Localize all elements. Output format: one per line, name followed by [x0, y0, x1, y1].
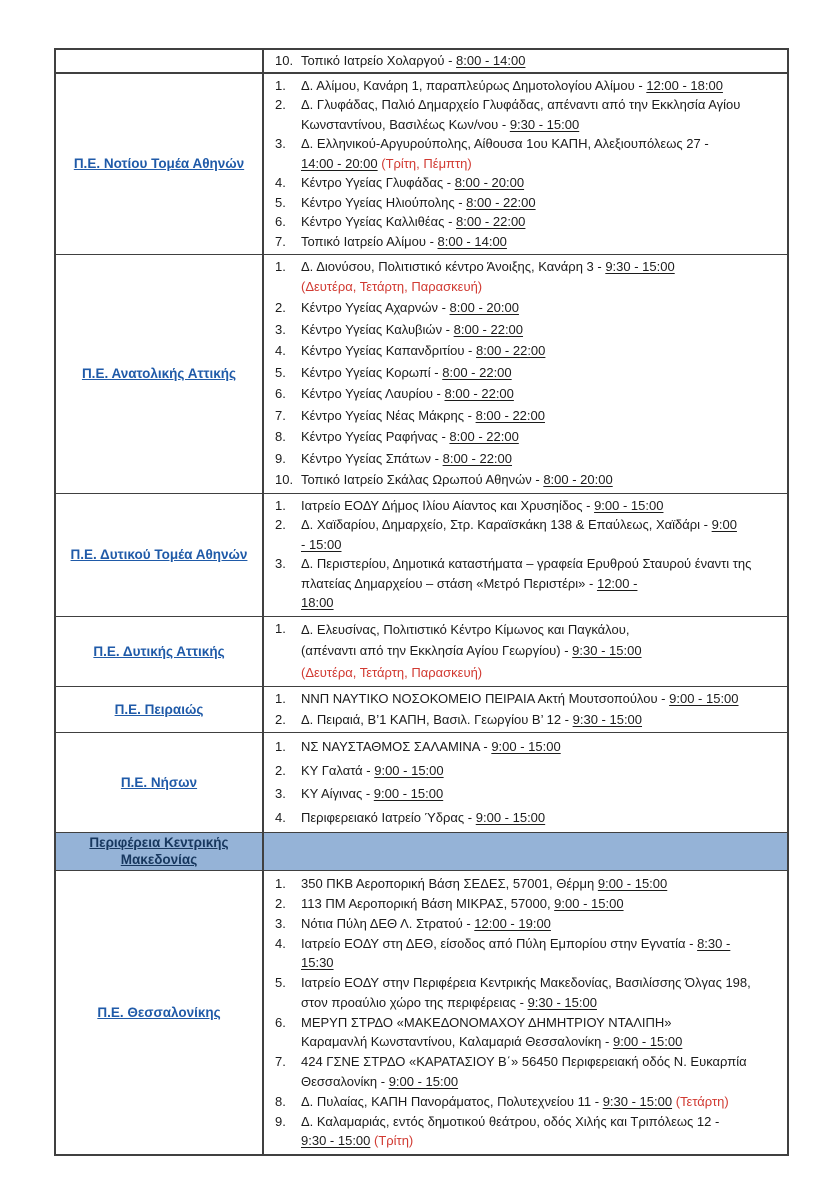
item-number: 2.	[275, 762, 286, 778]
location-text: ΝΝΠ ΝΑΥΤΙΚΟ ΝΟΣΟΚΟΜΕΙΟ ΠΕΙΡΑΙΑ Ακτή Μουτσοπούλου -	[301, 691, 670, 706]
location-text: Δ. Ελληνικού-Αργυρούπολης, Αίθουσα 1ου ΚΑΠΗ, Αλεξιουπόλεως 27 -	[301, 136, 709, 151]
list-item	[270, 449, 783, 469]
item-number: 3.	[275, 786, 286, 801]
list-item	[270, 51, 783, 71]
item-text	[301, 76, 783, 96]
table-row	[56, 72, 787, 255]
location-text: ΝΣ ΝΑΥΣΤΑΘΜΟΣ ΣΑΛΑΜΙΝΑ -	[301, 739, 492, 754]
list-item	[270, 515, 783, 554]
location-text: Καραμανλή Κωνσταντίνου, Καλαμαριά Θεσσαλονίκη -	[301, 1034, 613, 1049]
item-text	[301, 406, 783, 426]
list-item	[270, 320, 783, 340]
location-text: Δ. Πυλαίας, ΚΑΠΗ Πανοράματος, Πολυτεχνείου 11 -	[301, 1093, 603, 1109]
list-item	[270, 761, 783, 781]
list-item	[270, 894, 783, 914]
region-link[interactable]: Π.Ε. Ανατολικής Αττικής	[81, 366, 237, 382]
item-text	[301, 689, 783, 709]
location-text: ΚΥ Αίγινας -	[301, 786, 374, 801]
location-text: Κέντρο Υγείας Γλυφάδας -	[301, 175, 455, 190]
item-number: 7.	[275, 233, 286, 249]
list-item	[270, 737, 783, 757]
item-text	[301, 1013, 783, 1052]
hours-text: 8:00 - 22:00	[442, 364, 512, 380]
location-text: Κέντρο Υγείας Κορωπί -	[301, 364, 443, 380]
item-text	[301, 784, 783, 804]
hours-text: 8:00 - 22:00	[453, 321, 524, 337]
location-text: Κέντρο Υγείας Σπάτων -	[301, 450, 443, 466]
hours-text: 9:00 - 15:00	[612, 1034, 683, 1049]
day-note: (Τετάρτη)	[672, 1093, 729, 1109]
item-text	[301, 934, 783, 973]
item-number: 1.	[275, 875, 286, 891]
item-number: 4.	[275, 343, 286, 358]
location-text: 424 ΓΣΝΕ ΣΤΡΔΟ «ΚΑΡΑΤΑΣΙΟΥ Β΄» 56450 Περιφερειακή οδός Ν. Ευκαρπία Θεσσαλονίκη -	[301, 1054, 747, 1089]
hours-text: 8:00 - 20:00	[454, 175, 525, 190]
region-link[interactable]: Π.Ε. Θεσσαλονίκης	[97, 1004, 221, 1020]
location-text: Κέντρο Υγείας Καπανδριτίου -	[301, 343, 476, 358]
item-text	[301, 894, 783, 914]
hours-text: 9:30 - 15:00	[301, 1133, 371, 1148]
location-text: Δ. Περιστερίου, Δημοτικά καταστήματα – γραφεία Ερυθρού Σταυρού έναντι της πλατείας Δημαρχείου – στάση «Μετρό Περιστέρι» -	[301, 556, 752, 591]
location-text: Δ. Διονύσου, Πολιτιστικό κέντρο Άνοιξης, Κανάρη 3 -	[301, 259, 606, 274]
item-number: 6.	[275, 386, 286, 401]
item-text	[301, 134, 783, 173]
item-text	[301, 619, 783, 684]
item-number: 9.	[275, 1113, 286, 1129]
item-text	[301, 212, 783, 232]
item-number: 2.	[275, 895, 286, 911]
hours-text: 12:00 -	[596, 575, 638, 591]
item-number: 1.	[275, 259, 286, 274]
locations-cell	[264, 494, 787, 616]
location-text: Κέντρο Υγείας Λαυρίου -	[301, 386, 445, 401]
hours-text: 15:30	[301, 955, 334, 970]
table-row	[56, 493, 787, 616]
location-text: Κέντρο Υγείας Καλυβιών -	[301, 321, 454, 337]
hours-text: 8:00 - 22:00	[466, 194, 536, 210]
hours-text: 9:00 - 15:00	[373, 786, 444, 801]
item-text	[301, 515, 783, 554]
location-text: Δ. Γλυφάδας, Παλιό Δημαρχείο Γλυφάδας, απέναντι από την Εκκλησία Αγίου Κωνσταντίνου, Βασιλέως Κων/νου -	[301, 97, 741, 132]
item-text	[301, 320, 783, 340]
hours-text: 9:30 - 15:00	[572, 711, 643, 727]
list-item	[270, 973, 783, 1012]
region-cell	[56, 617, 264, 687]
table-row	[56, 870, 787, 1154]
list-item	[270, 298, 783, 318]
region-link[interactable]: Π.Ε. Νήσων	[120, 775, 198, 790]
hours-text: 8:00 - 20:00	[449, 300, 519, 315]
item-number: 2.	[275, 517, 286, 532]
list-item	[270, 934, 783, 973]
list-item	[270, 470, 783, 490]
item-number: 10.	[275, 53, 294, 68]
hours-text: 9:30 - 15:00	[527, 994, 597, 1010]
hours-text: - 15:00	[301, 536, 342, 552]
day-note: (Δευτέρα, Τετάρτη, Παρασκευή)	[301, 664, 483, 680]
list-item	[270, 496, 783, 516]
hours-text: 8:00 - 22:00	[475, 407, 545, 423]
list-item	[270, 784, 783, 804]
item-number: 8.	[275, 429, 286, 444]
hours-text: 8:00 - 22:00	[449, 429, 519, 444]
table-row	[56, 686, 787, 732]
location-text: ΜΕΡΥΠ ΣΤΡΔΟ «ΜΑΚΕΔΟΝΟΜΑΧΟΥ ΔΗΜΗΤΡΙΟΥ ΝΤΑΛΙΠΗ»	[301, 1014, 672, 1030]
location-text: Τοπικό Ιατρείο Αλίμου -	[301, 233, 438, 249]
item-number: 1.	[275, 691, 286, 706]
location-text: Δ. Πειραιά, Β’1 ΚΑΠΗ, Βασιλ. Γεωργίου Β’ 12 -	[301, 711, 573, 727]
list-item	[270, 363, 783, 383]
item-number: 3.	[275, 556, 286, 571]
item-number: 1.	[275, 620, 286, 636]
item-text	[301, 341, 783, 361]
hours-text: 9:00 - 15:00	[594, 497, 664, 513]
day-note: (Δευτέρα, Τετάρτη, Παρασκευή)	[301, 278, 483, 294]
list-item	[270, 134, 783, 173]
list-item	[270, 1052, 783, 1091]
location-text: (απέναντι από την Εκκλησία Αγίου Γεωργίου) -	[301, 643, 573, 658]
hours-text: 9:00 - 15:00	[475, 809, 546, 825]
schedule-table	[54, 48, 789, 1156]
location-text: Κέντρο Υγείας Αχαρνών -	[301, 300, 450, 315]
hours-text: 8:00 - 22:00	[456, 214, 526, 229]
region-link[interactable]: Π.Ε. Νοτίου Τομέα Αθηνών	[73, 156, 245, 172]
locations-cell	[264, 255, 787, 493]
locations-cell	[264, 733, 787, 832]
list-item	[270, 808, 783, 828]
item-text	[301, 1112, 783, 1151]
item-number: 9.	[275, 450, 286, 466]
region-cell	[56, 494, 264, 616]
item-text	[301, 449, 783, 469]
item-number: 3.	[275, 915, 286, 931]
table-row	[56, 616, 787, 687]
hours-text: 14:00 - 20:00	[301, 155, 378, 171]
item-text	[301, 1092, 783, 1112]
list-item	[270, 619, 783, 684]
day-note: (Τρίτη)	[370, 1133, 414, 1148]
hours-text: 9:00 - 15:00	[374, 762, 444, 778]
item-number: 2.	[275, 97, 286, 112]
hours-text: 12:00 - 18:00	[646, 77, 723, 93]
item-number: 10.	[275, 472, 294, 487]
hours-text: 8:00 - 22:00	[476, 343, 546, 358]
region-cell	[56, 687, 264, 732]
location-text: Ιατρείο ΕΟΔΥ Δήμος Ιλίου Αίαντος και Χρυσηίδος -	[301, 497, 595, 513]
day-note: (Τρίτη, Πέμπτη)	[377, 155, 472, 171]
hours-text: 9:00 - 15:00	[554, 895, 624, 911]
item-text	[301, 232, 783, 252]
location-text: Ιατρείο ΕΟΔΥ στην Περιφέρεια Κεντρικής Μακεδονίας, Βασιλίσσης Όλγας 198, στον προαύλιο χώρο της περιφέρειας -	[301, 975, 751, 1010]
item-text	[301, 914, 783, 934]
item-number: 3.	[275, 136, 286, 151]
table-row	[56, 732, 787, 832]
item-text	[301, 384, 783, 404]
location-text: Ιατρείο ΕΟΔΥ στη ΔΕΘ, είσοδος από Πύλη Εμπορίου στην Εγνατία -	[301, 935, 698, 951]
item-text	[301, 193, 783, 213]
item-text	[301, 1052, 783, 1091]
list-item	[270, 257, 783, 296]
item-number: 8.	[275, 1093, 286, 1109]
region-cell	[56, 871, 264, 1154]
item-number: 5.	[275, 194, 286, 210]
location-text: Δ. Αλίμου, Κανάρη 1, παραπλεύρως Δημοτολογίου Αλίμου -	[301, 77, 647, 93]
list-item	[270, 406, 783, 426]
hours-text: 18:00	[301, 595, 334, 610]
item-number: 2.	[275, 300, 286, 315]
hours-text: 9:00 - 15:00	[388, 1073, 459, 1089]
location-text: Δ. Ελευσίνας, Πολιτιστικό Κέντρο Κίμωνος και Παγκάλου,	[301, 621, 630, 637]
list-item	[270, 95, 783, 134]
item-number: 4.	[275, 935, 286, 951]
table-row	[56, 254, 787, 493]
region-link[interactable]: Π.Ε. Δυτικού Τομέα Αθηνών	[70, 547, 248, 562]
list-item	[270, 1092, 783, 1112]
table-row	[56, 50, 787, 72]
location-text: Νότια Πύλη ΔΕΘ Λ. Στρατού -	[301, 915, 475, 931]
item-text	[301, 51, 783, 71]
list-item	[270, 554, 783, 613]
item-text	[301, 496, 783, 516]
item-text	[301, 95, 783, 134]
item-text	[301, 554, 783, 613]
item-number: 6.	[275, 214, 286, 229]
list-item	[270, 427, 783, 447]
list-item	[270, 341, 783, 361]
list-item	[270, 689, 783, 709]
section-header-row	[56, 832, 787, 870]
item-text	[301, 874, 783, 894]
hours-text: 12:00 - 19:00	[474, 915, 551, 931]
item-number: 1.	[275, 497, 286, 513]
location-text: Δ. Καλαμαριάς, εντός δημοτικού θεάτρου, οδός Χιλής και Τριπόλεως 12 -	[301, 1113, 720, 1129]
locations-cell	[264, 833, 787, 870]
hours-text: 9:00	[711, 517, 737, 532]
list-item	[270, 874, 783, 894]
item-number: 2.	[275, 711, 286, 727]
locations-cell	[264, 871, 787, 1154]
region-cell	[56, 50, 264, 72]
item-number: 4.	[275, 175, 286, 190]
hours-text: 9:30 - 15:00	[602, 1093, 673, 1109]
location-text: ΚΥ Γαλατά -	[301, 762, 375, 778]
list-item	[270, 914, 783, 934]
list-item	[270, 710, 783, 730]
item-number: 7.	[275, 1054, 286, 1069]
item-number: 6.	[275, 1014, 286, 1030]
item-number: 1.	[275, 739, 286, 754]
location-text: Κέντρο Υγείας Καλλιθέας -	[301, 214, 457, 229]
item-text	[301, 973, 783, 1012]
hours-text: 8:30 -	[697, 935, 731, 951]
hours-text: 9:30 - 15:00	[509, 116, 580, 132]
region-link[interactable]: Π.Ε. Δυτικής Αττικής	[93, 643, 225, 659]
location-text: Δ. Χαϊδαρίου, Δημαρχείο, Στρ. Καραϊσκάκη 138 & Επαύλεως, Χαϊδάρι -	[301, 517, 712, 532]
hours-text: 8:00 - 22:00	[444, 386, 514, 401]
location-text: Περιφερειακό Ιατρείο Ύδρας -	[301, 809, 476, 825]
item-text	[301, 427, 783, 447]
item-text	[301, 173, 783, 193]
location-text: Κέντρο Υγείας Ραφήνας -	[301, 429, 450, 444]
item-text	[301, 808, 783, 828]
region-cell	[56, 733, 264, 832]
item-text	[301, 737, 783, 757]
list-item	[270, 232, 783, 252]
locations-cell	[264, 74, 787, 255]
location-text: 113 ΠΜ Αεροπορική Βάση ΜΙΚΡΑΣ, 57000,	[301, 895, 555, 911]
item-number: 4.	[275, 809, 286, 825]
location-text: 350 ΠΚΒ Αεροπορική Βάση ΣΕΔΕΣ, 57001, Θέρμη	[301, 875, 598, 891]
location-text: Τοπικό Ιατρείο Χολαργού -	[301, 53, 457, 68]
hours-text: 9:30 - 15:00	[572, 643, 642, 658]
list-item	[270, 384, 783, 404]
item-text	[301, 363, 783, 383]
list-item	[270, 173, 783, 193]
locations-cell	[264, 50, 787, 72]
hours-text: 9:00 - 15:00	[669, 691, 739, 706]
item-number: 1.	[275, 77, 286, 93]
hours-text: 9:30 - 15:00	[605, 259, 675, 274]
item-text	[301, 761, 783, 781]
item-text	[301, 298, 783, 318]
list-item	[270, 193, 783, 213]
list-item	[270, 1112, 783, 1151]
location-text: Κέντρο Υγείας Νέας Μάκρης -	[301, 407, 476, 423]
item-text	[301, 470, 783, 490]
list-item	[270, 1013, 783, 1052]
list-item	[270, 76, 783, 96]
region-cell	[56, 833, 264, 870]
hours-text: 8:00 - 14:00	[437, 233, 507, 249]
locations-cell	[264, 617, 787, 687]
location-text: Τοπικό Ιατρείο Σκάλας Ωρωπού Αθηνών -	[301, 472, 544, 487]
item-number: 7.	[275, 407, 286, 423]
item-number: 3.	[275, 321, 286, 337]
region-link[interactable]: Π.Ε. Πειραιώς	[114, 702, 204, 717]
hours-text: 8:00 - 20:00	[543, 472, 613, 487]
item-number: 5.	[275, 975, 286, 990]
region-cell	[56, 74, 264, 255]
item-number: 5.	[275, 364, 286, 380]
hours-text: 8:00 - 14:00	[456, 53, 526, 68]
item-text	[301, 257, 783, 296]
item-text	[301, 710, 783, 730]
locations-cell	[264, 687, 787, 732]
hours-text: 9:00 - 15:00	[491, 739, 561, 754]
section-header-title: Περιφέρεια Κεντρικής Μακεδονίας	[89, 835, 229, 867]
hours-text: 9:00 - 15:00	[597, 875, 668, 891]
list-item	[270, 212, 783, 232]
location-text: Κέντρο Υγείας Ηλιούπολης -	[301, 194, 467, 210]
region-cell	[56, 255, 264, 493]
hours-text: 8:00 - 22:00	[442, 450, 512, 466]
